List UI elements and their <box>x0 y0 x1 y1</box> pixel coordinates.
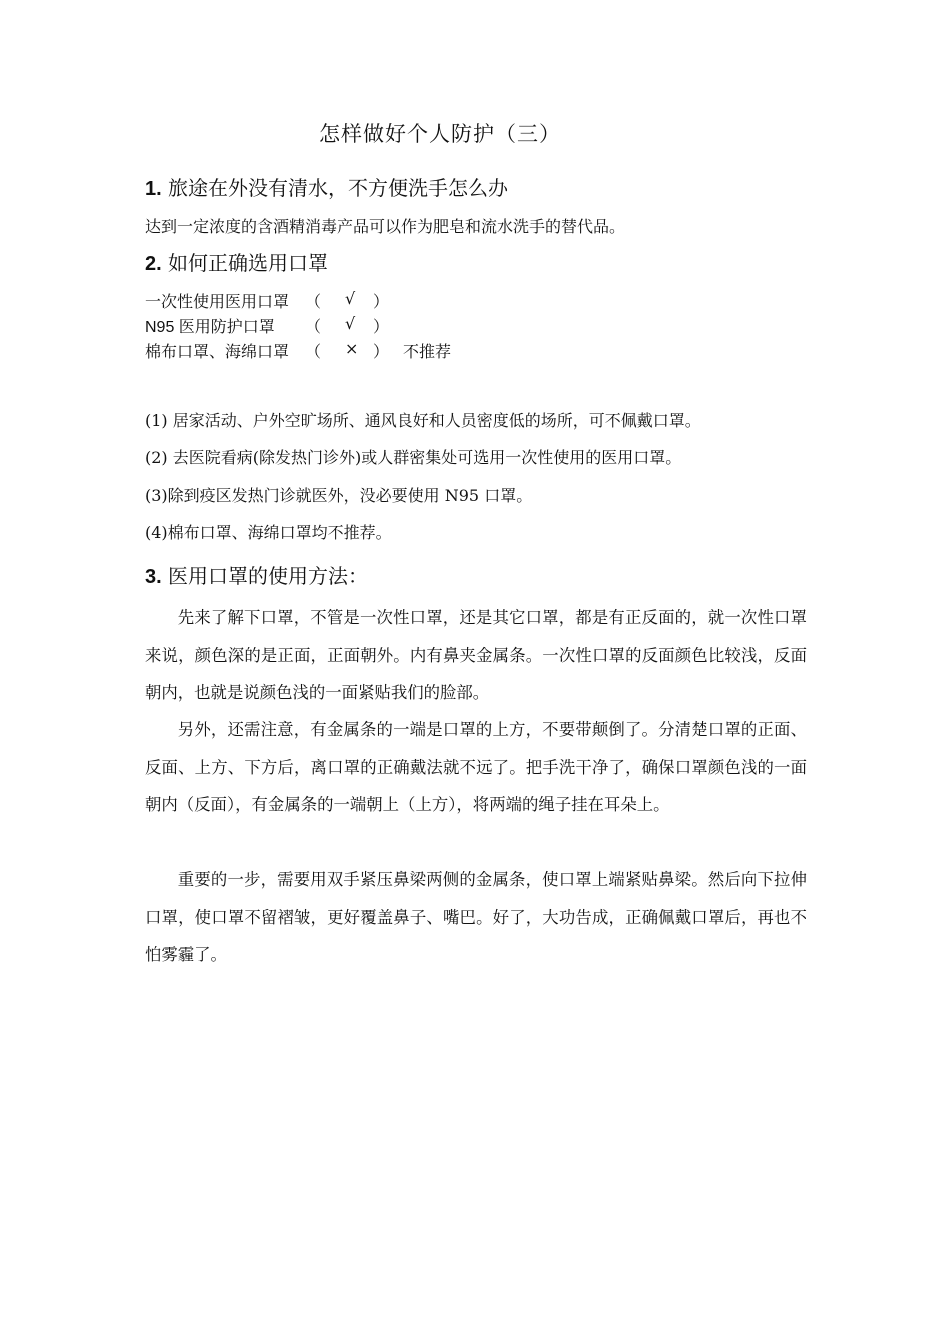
section-1-title: 旅途在外没有清水，不方便洗手怎么办 <box>168 176 509 200</box>
list-item: (4)棉布口罩、海绵口罩均不推荐。 <box>145 523 392 542</box>
mask-option-close-paren: ） <box>373 317 390 336</box>
list-item: (1) 居家活动、户外空旷场所、通风良好和人员密度低的场所，可不佩戴口罩。 <box>145 411 701 430</box>
mask-option-name: 一次性使用医用口罩 <box>145 292 290 311</box>
mask-option-open-paren: （ <box>305 342 322 361</box>
section-1-body <box>145 214 810 237</box>
body-paragraph: 另外，还需注意，有金属条的一端是口罩的上方，不要带颠倒了。分清楚口罩的正面、反面、上方、下方后，离口罩的正确戴法就不远了。把手洗干净了，确保口罩颜色浅的一面朝内（反面），有金属条的一端朝上（上方），将两端的绳子挂在耳朵上。 <box>145 720 807 814</box>
list-item: (3)除到疫区发热门诊就医外，没必要使用 N95 口罩。 <box>145 486 533 505</box>
cross-mark-icon: × <box>345 339 359 358</box>
mask-option-close-paren: ） <box>373 342 390 361</box>
mask-option-note: 不推荐 <box>403 342 452 361</box>
section-1-heading <box>145 172 810 201</box>
check-mark-icon: √ <box>345 314 356 333</box>
section-2-heading <box>145 247 810 276</box>
section-1-text: 达到一定浓度的含酒精消毒产品可以作为肥皂和流水洗手的替代品。 <box>145 217 626 236</box>
mask-option-open-paren: （ <box>305 292 322 311</box>
list-item: (2) 去医院看病(除发热门诊外)或人群密集处可选用一次性使用的医用口罩。 <box>145 448 682 467</box>
mask-option-close-paren: ） <box>373 292 390 311</box>
section-3-heading <box>145 560 810 589</box>
section-2-title: 如何正确选用口罩 <box>168 251 329 275</box>
mask-option-open-paren: （ <box>305 317 322 336</box>
section-3-title: 医用口罩的使用方法： <box>168 564 369 588</box>
body-paragraph: 重要的一步，需要用双手紧压鼻梁两侧的金属条，使口罩上端紧贴鼻梁。然后向下拉伸口罩，使口罩不留褶皱，更好覆盖鼻子、嘴巴。好了，大功告成，正确佩戴口罩后，再也不怕雾霾了。 <box>145 870 807 964</box>
body-paragraph: 先来了解下口罩，不管是一次性口罩，还是其它口罩，都是有正反面的，就一次性口罩来说，颜色深的是正面，正面朝外。内有鼻夹金属条。一次性口罩的反面颜色比较浅，反面朝内，也就是说颜色浅的一面紧贴我们的脸部。 <box>145 608 807 702</box>
mask-option-name: N95 医用防护口罩 <box>145 319 275 336</box>
section-3-number: 3. <box>145 566 162 588</box>
document-title: 怎样做好个人防护（三） <box>319 122 561 146</box>
check-mark-icon: √ <box>345 289 356 308</box>
section-1-number: 1. <box>145 178 162 200</box>
mask-option-name: 棉布口罩、海绵口罩 <box>145 342 290 361</box>
section-2-number: 2. <box>145 253 162 275</box>
